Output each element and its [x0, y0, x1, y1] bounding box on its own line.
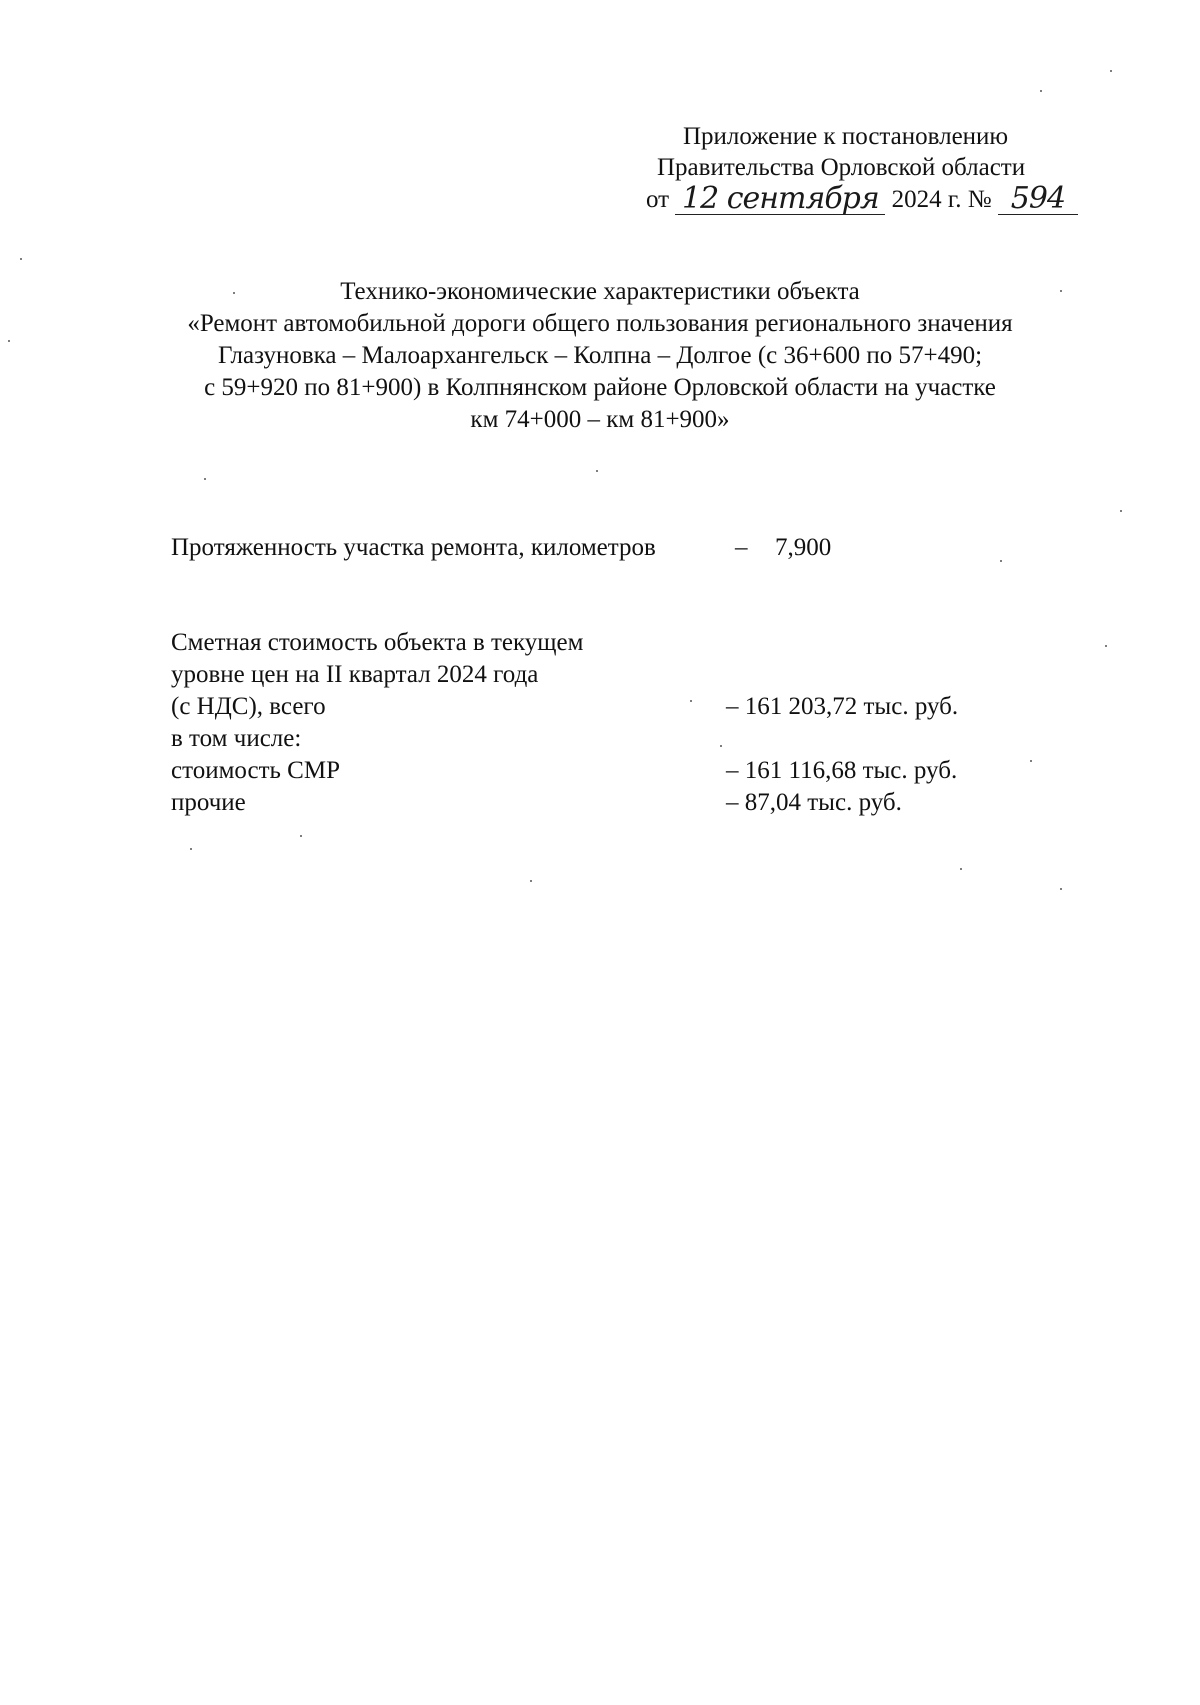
- speck: [596, 470, 598, 472]
- cost-total-value: – 161 203,72 тыс. руб.: [726, 693, 959, 720]
- cost-smr-value: – 161 116,68 тыс. руб.: [726, 757, 958, 784]
- cost-other-value: – 87,04 тыс. руб.: [726, 789, 902, 816]
- speck: [204, 478, 206, 480]
- appendix-date-line: [646, 181, 1078, 216]
- speck: [1120, 510, 1122, 512]
- date-handwritten-field: [675, 181, 885, 216]
- speck: [300, 835, 302, 837]
- title-line-5: км 74+000 – км 81+900»: [470, 406, 730, 433]
- speck: [190, 848, 192, 850]
- title-line-2: «Ремонт автомобильной дороги общего пользования регионального значения: [187, 310, 1013, 337]
- speck: [1000, 560, 1002, 562]
- title-line-3: Глазуновка – Малоархангельск – Колпна – Долгое (с 36+600 по 57+490;: [217, 342, 983, 369]
- appendix-line-2: Правительства Орловской области: [657, 154, 1026, 181]
- length-label: Протяженность участка ремонта, километров: [171, 534, 656, 561]
- speck: [20, 258, 22, 260]
- speck: [1110, 70, 1112, 72]
- speck: [960, 868, 962, 870]
- number-handwritten: 594: [1010, 181, 1066, 216]
- speck: [1060, 888, 1062, 890]
- speck: [1040, 90, 1042, 92]
- date-year: 2024 г. №: [891, 186, 992, 213]
- speck: [720, 745, 722, 747]
- appendix-line-1: Приложение к постановлению: [683, 123, 1009, 150]
- cost-label-line-2: уровне цен на II квартал 2024 года: [171, 661, 539, 688]
- cost-label-line-3: (с НДС), всего: [171, 693, 326, 720]
- title-line-4: с 59+920 по 81+900) в Колпнянском районе Орловской области на участке: [204, 374, 996, 401]
- cost-other-label: прочие: [171, 789, 246, 816]
- speck: [8, 340, 10, 342]
- speck: [690, 700, 692, 702]
- title-line-1: Технико-экономические характеристики объекта: [340, 278, 860, 305]
- cost-including-label: в том числе:: [171, 725, 302, 752]
- length-value: 7,900: [775, 534, 832, 561]
- cost-smr-label: стоимость СМР: [171, 757, 340, 784]
- date-handwritten: 12 сентября: [682, 181, 879, 216]
- speck: [1060, 290, 1062, 292]
- cost-label-line-1: Сметная стоимость объекта в текущем: [171, 629, 584, 656]
- length-dash: –: [735, 534, 748, 561]
- speck: [1105, 645, 1107, 647]
- date-prefix: от: [646, 186, 670, 213]
- speck: [1030, 760, 1032, 762]
- speck: [233, 292, 235, 294]
- number-handwritten-field: [998, 181, 1078, 216]
- speck: [530, 880, 532, 882]
